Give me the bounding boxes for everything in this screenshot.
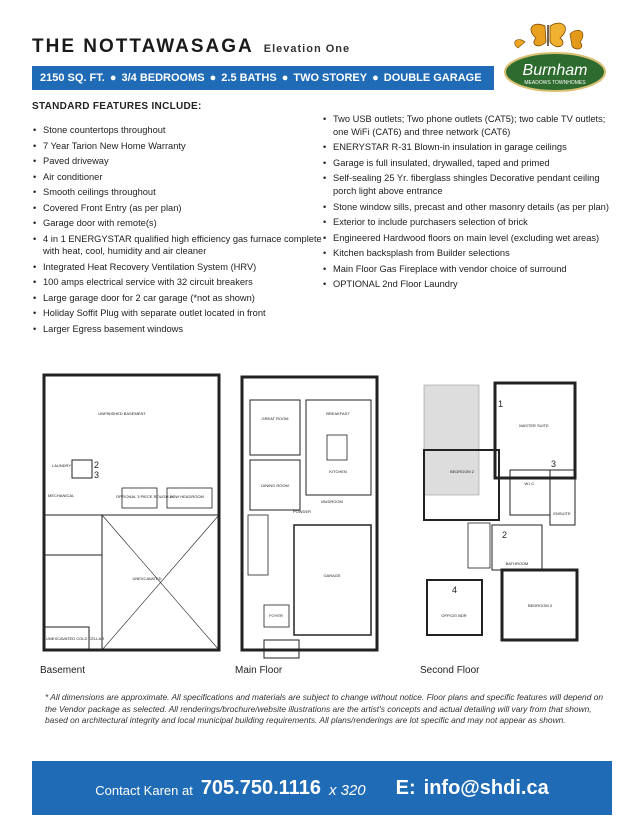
spec-bar	[32, 66, 494, 90]
list-item: • Garage is full insulated, drywalled, taped and primed	[323, 157, 613, 170]
room-label: PORCH	[273, 647, 289, 652]
marker-2: 2	[502, 530, 508, 540]
room-label: LOW HEADROOM	[170, 494, 204, 499]
main-floor-label: Main Floor	[235, 665, 283, 676]
list-item: • Two USB outlets; Two phone outlets (CAT5); two cable TV outlets; one WiFi (CAT6) and three network (CAT6)	[323, 113, 613, 139]
room-label: ENSUITE	[553, 511, 571, 516]
spec-baths: 2.5 BATHS	[221, 72, 277, 84]
room-label: BEDROOM 2	[449, 469, 475, 474]
room-label: UNFINISHED BASEMENT	[98, 411, 146, 416]
page-title: THE NOTTAWASAGA	[32, 36, 254, 57]
builder-logo	[500, 20, 610, 96]
list-item: • Kitchen backsplash from Builder selections	[323, 247, 613, 260]
room-label: UNEXCAVATED COLD CELLAR	[46, 636, 105, 641]
features-heading: STANDARD FEATURES INCLUDE:	[32, 101, 202, 112]
phone-link[interactable]: 705.750.1116	[200, 776, 321, 799]
marker-1: 1	[498, 399, 504, 409]
list-item: • Garage door with remote(s)	[33, 217, 323, 230]
room-label: OFFICE/ BDR	[441, 613, 467, 618]
bullet-icon: ●	[281, 72, 289, 84]
room-label: POWDER	[293, 509, 311, 514]
list-item: • 4 in 1 ENERGYSTAR qualified high efficiency gas furnace complete with heat, cool, humidity and air cleaner	[33, 233, 323, 259]
floorplans	[32, 355, 612, 685]
marker-4: 4	[452, 585, 458, 595]
room-label: LAUNDRY	[52, 463, 72, 468]
features-list-right	[323, 113, 613, 294]
features-list-left	[33, 124, 323, 338]
list-item: • 100 amps electrical service with 32 circuit breakers	[33, 276, 323, 289]
room-label: UNEXCAVATED	[132, 576, 162, 581]
butterfly-icon	[515, 23, 583, 49]
disclaimer: * All dimensions are approximate. All specifications and materials are subject to change without notice. Floor plans and specific features will depend on the Vendor package as selected. All renderings/brochure/website illustrations are the artist's concepts and actual detailing will vary from that shown, based on architectural integrity and local municipal building requirements. All plans/renderings are lot specific and may not appear as shown.	[45, 692, 604, 726]
list-item: • Holiday Soffit Plug with separate outlet located in front	[33, 307, 323, 320]
logo-subtext: MEADOWS TOWNHOMES	[524, 80, 586, 86]
title-row	[32, 36, 350, 58]
spec-sqft: 2150 SQ. FT.	[40, 72, 105, 84]
room-label: BREAKFAST	[326, 411, 350, 416]
email-label: E:	[395, 776, 416, 799]
room-label: MECHANICAL	[48, 493, 75, 498]
basement-label: Basement	[40, 665, 86, 676]
room-label: KITCHEN	[329, 469, 347, 474]
room-label: GARAGE	[323, 573, 341, 578]
list-item: • OPTIONAL 2nd Floor Laundry	[323, 278, 613, 291]
room-label: W.I.C.	[524, 481, 536, 486]
room-label: BEDROOM 3	[527, 603, 553, 608]
marker-3: 3	[551, 459, 557, 469]
list-item: • Stone countertops throughout	[33, 124, 323, 137]
bullet-icon: ●	[372, 72, 379, 84]
list-item: • Smooth ceilings throughout	[33, 186, 323, 199]
list-item: • Stone window sills, precast and other masonry details (as per plan)	[323, 201, 613, 214]
bullet-icon: ●	[209, 72, 217, 84]
list-item: • Large garage door for 2 car garage (*not as shown)	[33, 292, 323, 305]
elevation-label: Elevation One	[263, 43, 351, 55]
room-label: OPTIONAL 3 PIECE ROUGH-IN	[116, 494, 174, 499]
spec-storey: TWO STOREY	[293, 72, 368, 84]
list-item: • Larger Egress basement windows	[33, 323, 323, 336]
list-item: • ENERYSTAR R-31 Blown-in insulation in garage ceilings	[323, 141, 613, 154]
room-label: GREAT ROOM	[261, 416, 289, 421]
list-item: • Exterior to include purchasers selection of brick	[323, 216, 613, 229]
list-item: • Air conditioner	[33, 171, 323, 184]
contact-label: Contact Karen at	[95, 782, 193, 798]
room-label: MASTER SUITE	[519, 423, 549, 428]
contact-footer	[32, 761, 612, 815]
second-floor-label: Second Floor	[420, 665, 480, 676]
room-label: MUDROOM	[321, 499, 343, 504]
bullet-icon: ●	[109, 72, 117, 84]
marker-3: 3	[94, 470, 100, 480]
list-item: • Integrated Heat Recovery Ventilation System (HRV)	[33, 261, 323, 274]
room-label: BATHROOM	[505, 561, 529, 566]
list-item: • Main Floor Gas Fireplace with vendor choice of surround	[323, 263, 613, 276]
list-item: • Paved driveway	[33, 155, 323, 168]
room-label: FOYER	[269, 613, 283, 618]
marker-2: 2	[94, 460, 100, 470]
spec-bedrooms: 3/4 BEDROOMS	[121, 72, 205, 84]
room-label: DINING ROOM	[261, 483, 289, 488]
spec-garage: DOUBLE GARAGE	[383, 72, 482, 84]
phone-extension: x 320	[328, 781, 366, 799]
email-link[interactable]: info@shdi.ca	[423, 776, 549, 799]
list-item: • Self-sealing 25 Yr. fiberglass shingles Decorative pendant ceiling porch light above entrance	[323, 172, 613, 198]
basement-plan	[44, 375, 219, 650]
list-item: • Engineered Hardwood floors on main level (excluding wet areas)	[323, 232, 613, 245]
list-item: • Covered Front Entry (as per plan)	[33, 202, 323, 215]
logo-text: Burnham	[522, 62, 588, 79]
list-item: • 7 Year Tarion New Home Warranty	[33, 140, 323, 153]
